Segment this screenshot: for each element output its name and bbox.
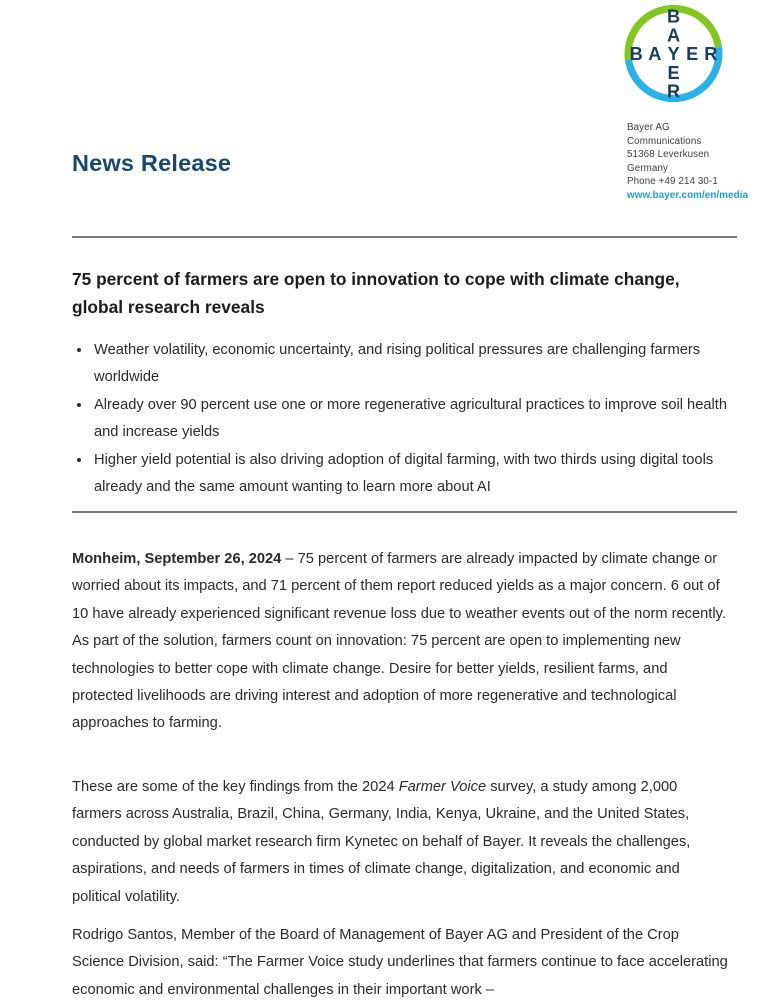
contact-block <box>627 121 748 202</box>
media-website-link[interactable]: www.bayer.com/en/media <box>627 189 749 201</box>
body-paragraph-survey <box>72 774 730 911</box>
contact-line-department: Communications <box>627 135 702 147</box>
header-divider <box>72 236 737 238</box>
paragraph-text: – 75 percent of farmers are already impacted by climate change or worried about its impacts, and 71 percent of them report reduced yields as a major concern. 6 out of 10 have already experienced significant revenue loss due to weather events out of the norm recently. As part of the solution, farmers count on innovation: 75 percent are open to implementing new technologies to better cope with climate change. Desire for better yields, resilient farms, and protected livelihoods are driving interest and adoption of more regenerative and technological approaches to farming. <box>72 551 726 732</box>
logo-letter: A <box>666 25 681 46</box>
contact-line-postal: 51368 Leverkusen <box>627 149 710 160</box>
logo-letter: A <box>648 44 662 65</box>
contact-line-company: Bayer AG <box>627 122 670 133</box>
section-divider <box>72 511 737 513</box>
logo-letter: B <box>629 44 643 65</box>
news-release-title: News Release <box>72 150 232 176</box>
contact-line-phone: Phone +49 214 30-1 <box>627 176 718 187</box>
key-point-item: • Weather volatility, economic uncertainty, and rising political pressures are challenging farmers worldwide <box>92 337 744 392</box>
dateline: Monheim, September 26, 2024 <box>72 551 282 567</box>
bayer-logo-icon <box>623 3 724 104</box>
logo-letter: R <box>704 44 718 65</box>
article-headline: 75 percent of farmers are open to innovation to cope with climate change, global research reveals <box>72 269 680 317</box>
survey-name: Farmer Voice <box>398 779 487 795</box>
logo-letter: R <box>666 81 681 102</box>
key-point-item: • Higher yield potential is also driving adoption of digital farming, with two thirds using digital tools already and the same amount wanting to learn more about AI <box>92 447 744 502</box>
paragraph-text: survey, a study among 2,000 farmers across Australia, Brazil, China, Germany, India, Kenya, Ukraine, and the United States, conducted by global market research firm Kynetec on behalf of Bayer. It reveals the challenges, aspirations, and needs of farmers in times of climate change, digitalization, and economic and political volatility. <box>72 779 691 905</box>
logo-letter: B <box>666 6 681 27</box>
paragraph-text: These are some of the key findings from the 2024 <box>72 779 399 795</box>
body-paragraph-lead <box>72 546 730 738</box>
key-point-item: • Already over 90 percent use one or more regenerative agricultural practices to improve soil health and increase yields <box>92 392 744 447</box>
logo-letter: E <box>686 44 699 65</box>
body-paragraph-quote: Rodrigo Santos, Member of the Board of Management of Bayer AG and President of the Crop Science Division, said: “The Farmer Voice study underlines that farmers continue to face accelerating economic and environmental challenges in their important work – <box>72 927 728 998</box>
logo-letter: E <box>667 62 680 83</box>
contact-line-country: Germany <box>627 162 668 174</box>
logo-letter: Y <box>667 44 680 65</box>
key-points-list <box>72 337 744 501</box>
